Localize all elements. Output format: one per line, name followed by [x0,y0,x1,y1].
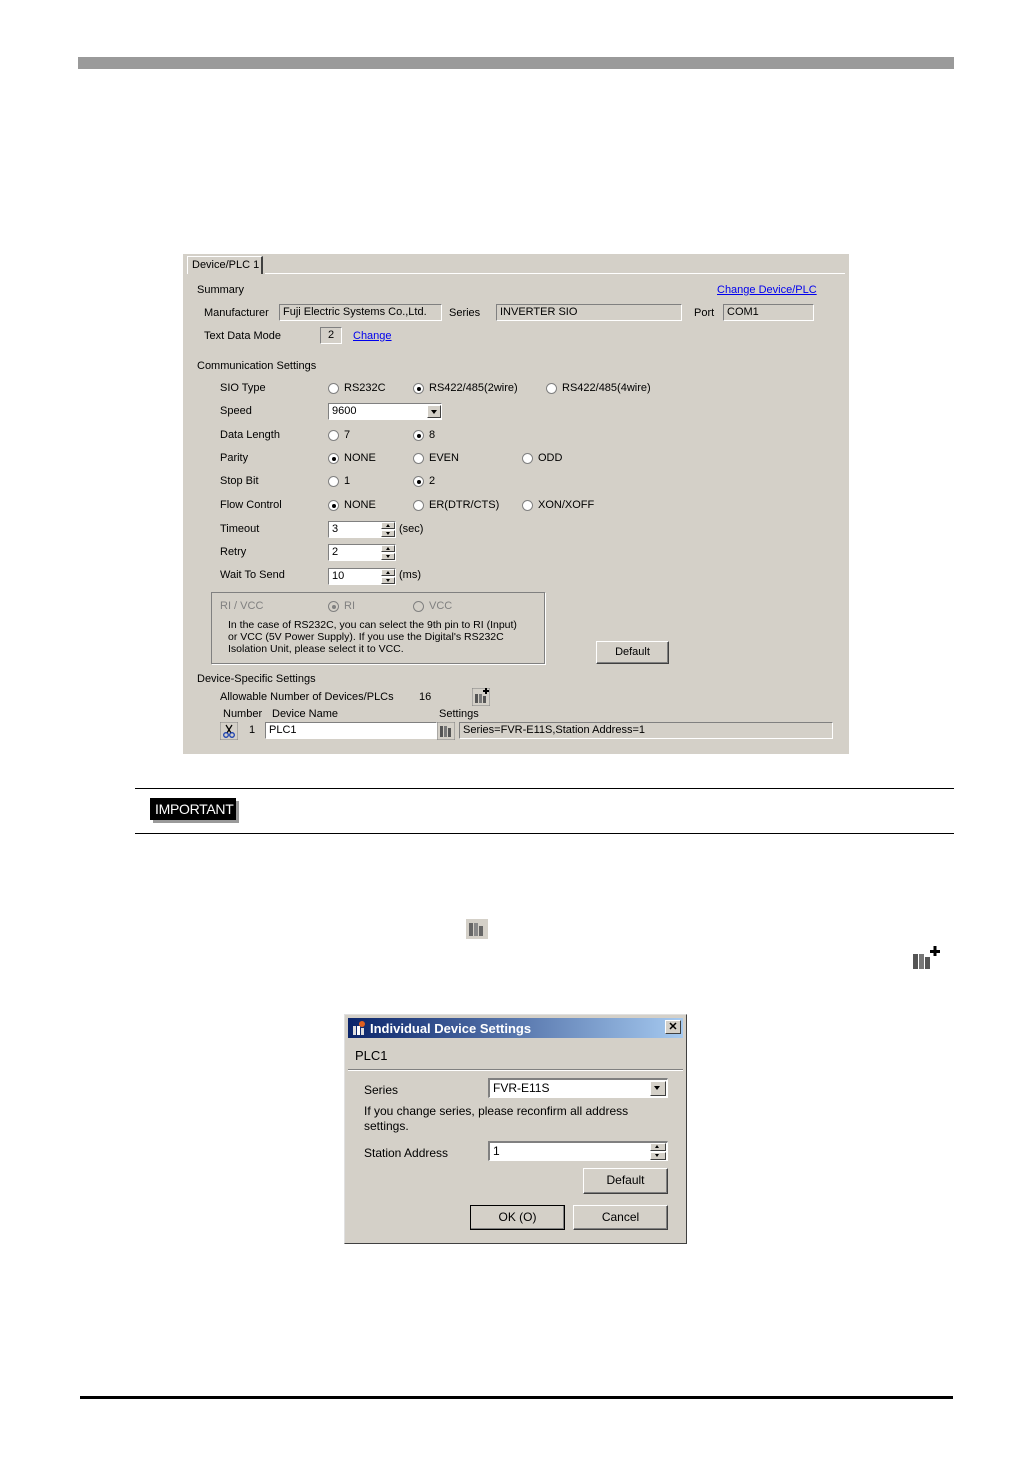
device-row-number: 1 [249,724,256,736]
allowable-devices-label: Allowable Number of Devices/PLCs [220,691,394,703]
stop-bit-1-radio[interactable] [328,476,339,487]
series-note-line1: If you change series, please reconfirm all address [364,1104,629,1118]
retry-spinner[interactable] [381,545,395,560]
sio-type-label: SIO Type [220,382,266,394]
text-data-mode-field: 2 [320,327,342,344]
text-data-mode-label: Text Data Mode [204,330,282,342]
timeout-input[interactable]: 3 [328,521,396,538]
tab-device-plc-1[interactable]: Device/PLC 1 [187,256,263,274]
dialog-titlebar[interactable] [348,1018,683,1038]
important-bottom-rule [135,833,954,834]
sio-rs422-2wire-label: RS422/485(2wire) [429,382,518,394]
speed-label: Speed [220,405,252,417]
parity-even-radio[interactable] [413,453,424,464]
retry-label: Retry [220,546,247,558]
sio-rs422-2wire-radio[interactable] [413,383,424,394]
column-number-header: Number [223,708,263,720]
stop-bit-2-label: 2 [429,475,436,487]
parity-odd-label: ODD [538,452,563,464]
page-footer-bar [80,1396,953,1399]
flow-xon-radio[interactable] [522,500,533,511]
ri-vcc-note-line3: Isolation Unit, please select it to VCC. [228,643,404,655]
vcc-radio[interactable] [413,601,424,612]
important-top-rule [135,788,954,789]
data-length-8-label: 8 [429,429,436,441]
speed-select[interactable]: 9600 [328,403,442,420]
ri-vcc-note-line1: In the case of RS232C, you can select the 9th pin to RI (Input) [228,619,517,631]
stop-bit-label: Stop Bit [220,475,259,487]
ok-button[interactable]: OK (O) [470,1205,565,1230]
series-note-line2: settings. [364,1119,409,1133]
flow-control-label: Flow Control [220,499,282,511]
device-settings-field: Series=FVR-E11S,Station Address=1 [459,722,833,739]
ri-label: RI [344,600,355,612]
add-device-icon [911,946,941,972]
series-label: Series [449,307,481,319]
change-device-plc-link[interactable]: Change Device/PLC [717,284,817,296]
page-header-bar [78,57,954,69]
data-length-label: Data Length [220,429,280,441]
change-text-mode-link[interactable]: Change [353,330,392,342]
series-label: Series [364,1083,399,1097]
flow-er-label: ER(DTR/CTS) [429,499,500,511]
device-specific-heading: Device-Specific Settings [197,673,316,685]
station-address-input[interactable]: 1 [488,1141,668,1161]
data-length-8-radio[interactable] [413,430,424,441]
summary-heading: Summary [197,284,245,296]
parity-none-label: NONE [344,452,376,464]
wait-to-send-input[interactable]: 10 [328,568,396,585]
ri-vcc-label: RI / VCC [220,600,264,612]
dialog-default-button[interactable]: Default [583,1168,668,1194]
device-plc-settings-panel [183,254,849,754]
timeout-unit: (sec) [399,523,424,535]
wait-to-send-unit: (ms) [399,569,421,581]
device-name-input[interactable]: PLC1 [265,722,437,739]
app-icon [351,1020,367,1036]
delete-device-scissors-icon[interactable] [220,722,238,740]
port-field: COM1 [723,304,814,321]
manufacturer-field: Fuji Electric Systems Co.,Ltd. [279,304,442,321]
port-label: Port [694,307,715,319]
flow-none-label: NONE [344,499,376,511]
tab-divider [265,273,845,274]
sio-rs232c-radio[interactable] [328,383,339,394]
timeout-spinner[interactable] [381,522,395,537]
communication-settings-heading: Communication Settings [197,360,317,372]
column-device-name-header: Device Name [272,708,339,720]
timeout-label: Timeout [220,523,260,535]
add-device-icon[interactable] [472,688,490,706]
ri-radio[interactable] [328,601,339,612]
cancel-button[interactable]: Cancel [573,1205,668,1230]
ri-vcc-note-line2: or VCC (5V Power Supply). If you use the Digital's RS232C [228,631,504,643]
column-settings-header: Settings [439,708,479,720]
close-icon[interactable]: ✕ [665,1020,681,1034]
data-length-7-label: 7 [344,429,351,441]
device-settings-icon[interactable] [437,722,455,740]
retry-input[interactable]: 2 [328,544,396,561]
stop-bit-1-label: 1 [344,475,351,487]
stop-bit-2-radio[interactable] [413,476,424,487]
series-dropdown-arrow-icon[interactable] [650,1081,666,1096]
data-length-7-radio[interactable] [328,430,339,441]
vcc-label: VCC [429,600,453,612]
allowable-devices-value: 16 [419,691,432,703]
station-address-spinner[interactable] [650,1143,666,1160]
sio-rs422-4wire-label: RS422/485(4wire) [562,382,651,394]
station-address-label: Station Address [364,1146,449,1160]
parity-label: Parity [220,452,249,464]
dialog-divider [348,1069,683,1070]
wait-to-send-label: Wait To Send [220,569,285,581]
sio-rs422-4wire-radio[interactable] [546,383,557,394]
wait-to-send-spinner[interactable] [381,569,395,584]
comm-default-button[interactable]: Default [596,641,669,664]
series-select[interactable]: FVR-E11S [488,1078,668,1098]
dialog-title: Individual Device Settings [370,1021,532,1036]
parity-even-label: EVEN [429,452,459,464]
manufacturer-label: Manufacturer [204,307,269,319]
flow-xon-label: XON/XOFF [538,499,595,511]
important-badge: IMPORTANT [150,798,236,820]
parity-odd-radio[interactable] [522,453,533,464]
speed-dropdown-arrow-icon[interactable] [427,405,441,418]
device-name-label: PLC1 [355,1048,388,1063]
parity-none-radio[interactable] [328,453,339,464]
individual-device-settings-dialog [344,1014,687,1244]
device-settings-icon [466,919,488,939]
sio-rs232c-label: RS232C [344,382,386,394]
flow-none-radio[interactable] [328,500,339,511]
flow-er-radio[interactable] [413,500,424,511]
series-field: INVERTER SIO [496,304,682,321]
